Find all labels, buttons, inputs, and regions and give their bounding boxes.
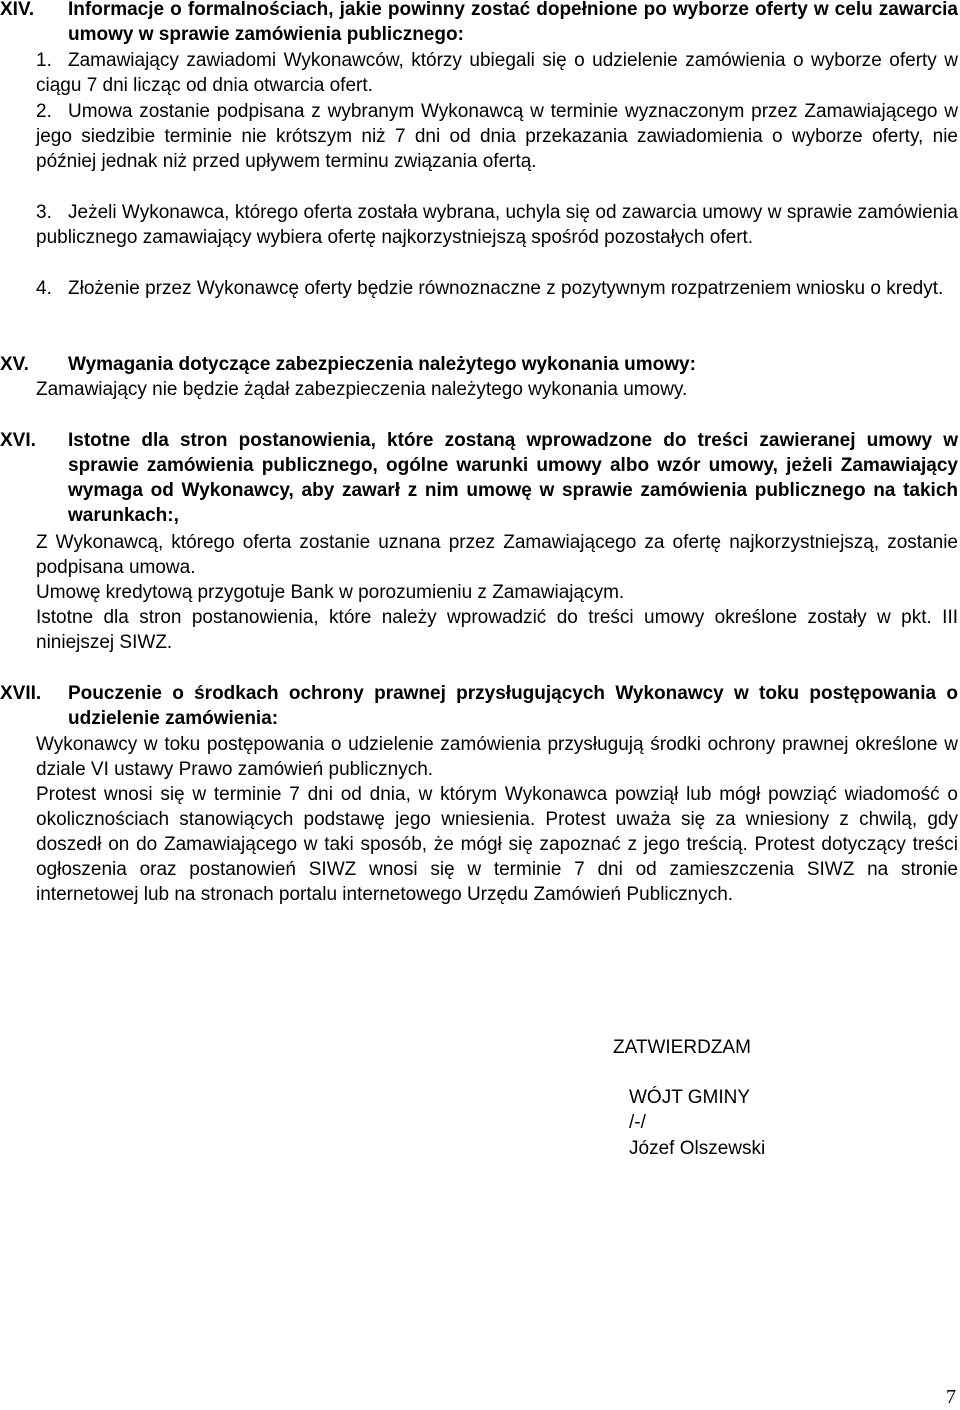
item-text: Złożenie przez Wykonawcę oferty będzie równoznaczne z pozytywnym rozpatrzeniem wniosku o kredyt. — [68, 278, 944, 299]
item-text: Jeżeli Wykonawca, którego oferta została wybrana, uchyla się od zawarcia umowy w sprawie zamówienia publicznego zamawiający wybiera ofertę najkorzystniejszą spośród pozostałych ofert. — [36, 202, 958, 248]
item-number: 2. — [36, 101, 52, 122]
signatory-role: WÓJT GMINY — [629, 1087, 751, 1108]
paragraph: Wykonawcy w toku postępowania o udzielenie zamówienia przysługują środki ochrony prawnej określone w dziale VI ustawy Prawo zamówień publicznych. — [36, 734, 958, 780]
item-number: 4. — [36, 278, 52, 299]
item-text: Umowa zostanie podpisana z wybranym Wykonawcą w terminie wyznaczonym przez Zamawiającego w jego siedzibie terminie nie krótszym niż 7 dni od dnia przekazania zawiadomienia o wyborze oferty, nie później jednak niż przed upływem terminu związania ofertą. — [36, 101, 958, 172]
signature-mark: /-/ — [629, 1112, 646, 1133]
item-number: 1. — [36, 50, 52, 71]
page-number: 7 — [946, 1386, 956, 1408]
paragraph: Z Wykonawcą, którego oferta zostanie uznana przez Zamawiającego za ofertę najkorzystniejszą, zostanie podpisana umowa. — [36, 532, 958, 578]
item-number: 3. — [36, 202, 52, 223]
list-item — [36, 99, 958, 174]
section-title: Istotne dla stron postanowienia, które zostaną wprowadzone do treści zawieranej umowy w sprawie zamówienia publicznego, ogólne warunki umowy albo wzór umowy, jeżeli Zamawiający wymaga od Wykonawcy, aby zawarł z nim umowę w sprawie zamówienia publicznego na takich warunkach:, — [68, 430, 958, 526]
paragraph: Protest wnosi się w terminie 7 dni od dnia, w którym Wykonawca powziął lub mógł powziąć wiadomość o okolicznościach stanowiących podstawę jego wniesienia. Protest uważa się za wniesiony z chwilą, gdy doszedł on do Zamawiającego w taki sposób, że mógł się zapoznać z jego treścią. Protest dotyczący treści ogłoszenia oraz postanowień SIWZ wnosi się w terminie 7 dni od zamieszczenia SIWZ na stronie internetowej lub na stronach portalu internetowego Urzędu Zamówień Publicznych. — [36, 784, 958, 905]
section-title: Pouczenie o środkach ochrony prawnej przysługujących Wykonawcy w toku postępowania o udzielenie zamówienia: — [68, 683, 958, 729]
section-number: XVII. — [0, 683, 42, 704]
section-title: Informacje o formalnościach, jakie powinny zostać dopełnione po wyborze oferty w celu zawarcia umowy w sprawie zamówienia publicznego: — [68, 0, 958, 45]
list-item — [36, 200, 958, 250]
item-text: Zamawiający zawiadomi Wykonawców, którzy ubiegali się o udzielenie zamówienia o wyborze oferty w ciągu 7 dni licząc od dnia otwarcia ofert. — [36, 50, 958, 96]
approval-label: ZATWIERDZAM — [613, 1037, 751, 1058]
signatory-name: Józef Olszewski — [629, 1138, 766, 1159]
section-number: XVI. — [0, 430, 36, 451]
section-number: XIV. — [0, 0, 35, 20]
section-title: Wymagania dotyczące zabezpieczenia należytego wykonania umowy: — [68, 354, 696, 375]
section-number: XV. — [0, 354, 29, 375]
list-item — [36, 48, 958, 98]
paragraph: Umowę kredytową przygotuje Bank w porozumieniu z Zamawiającym. — [36, 582, 625, 603]
paragraph: Istotne dla stron postanowienia, które należy wprowadzić do treści umowy określone zostały w pkt. III niniejszej SIWZ. — [36, 607, 958, 653]
section-body: Zamawiający nie będzie żądał zabezpieczenia należytego wykonania umowy. — [36, 379, 688, 400]
list-item — [36, 276, 958, 301]
